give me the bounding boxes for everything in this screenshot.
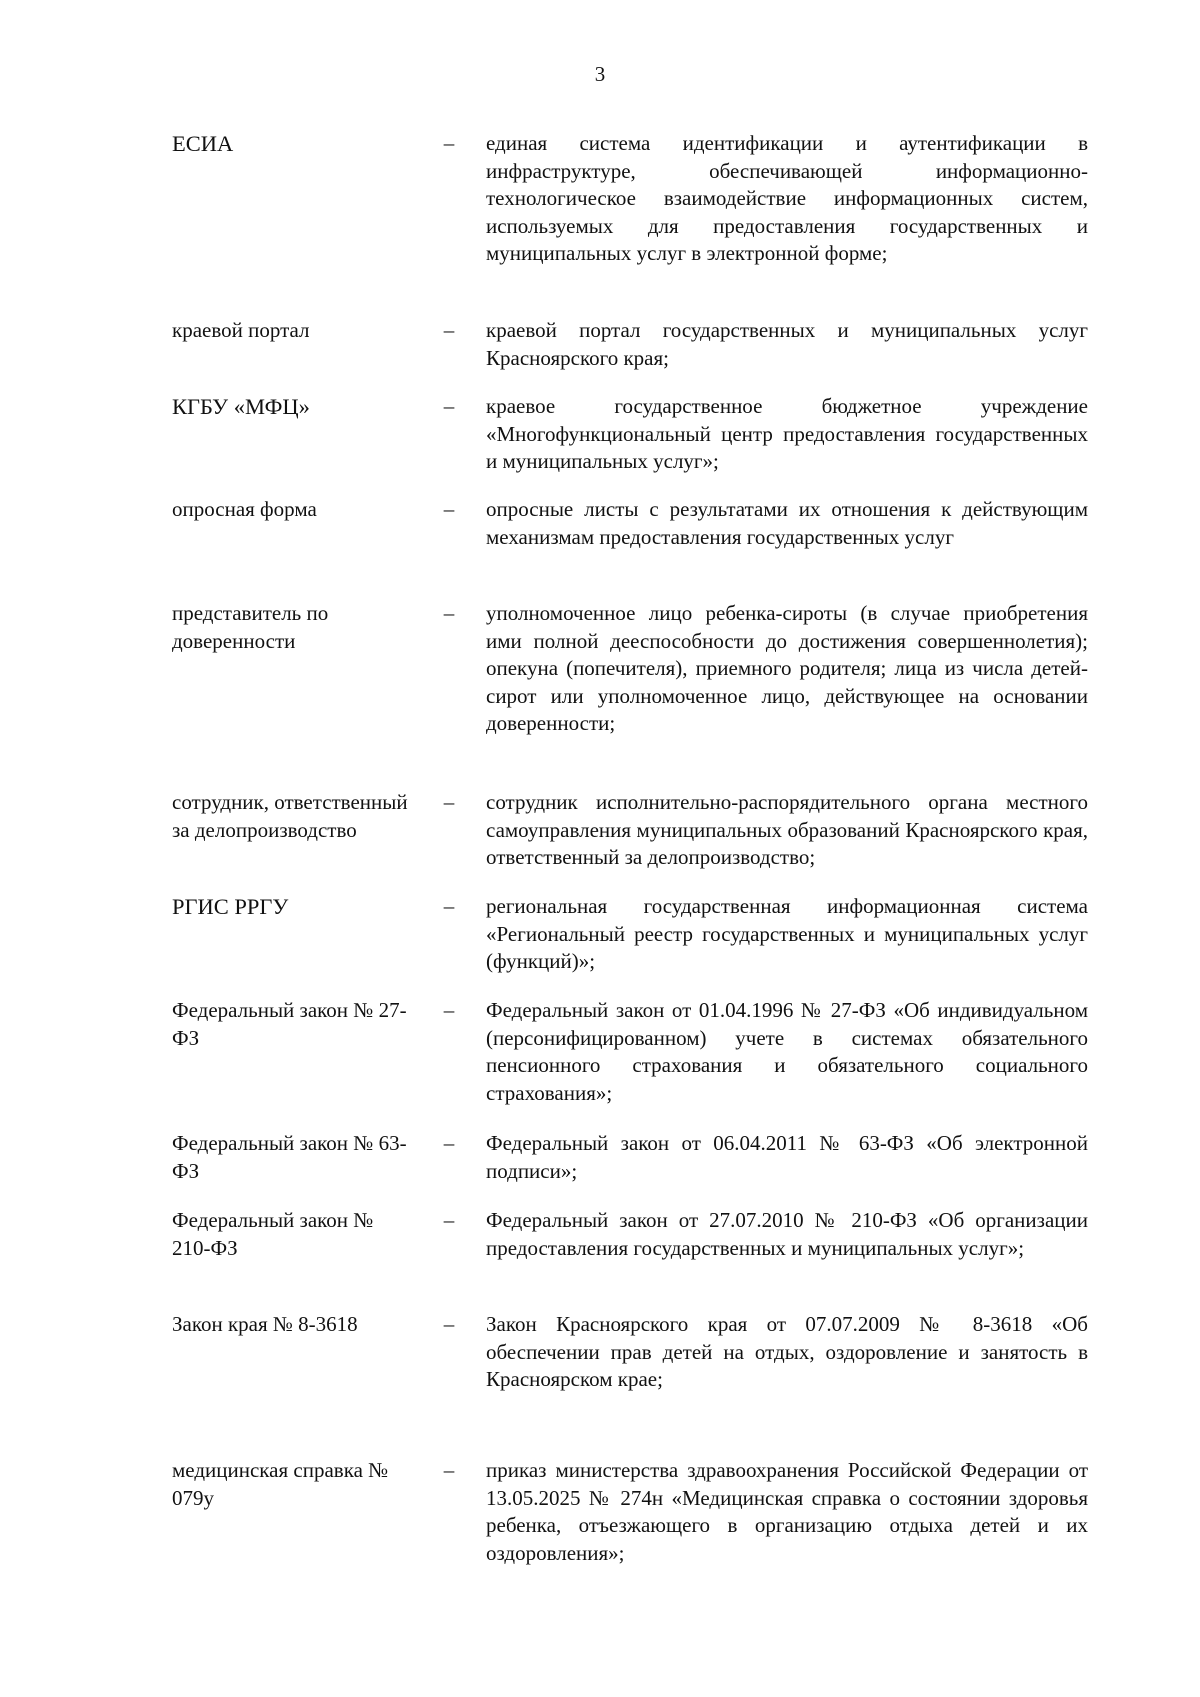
dash: –: [443, 1208, 455, 1232]
page-number: 3: [594, 62, 606, 86]
dash: –: [443, 394, 455, 418]
term: Федеральный закон № 27-ФЗ: [172, 998, 407, 1050]
definition: единая система идентификации и аутентификации в инфраструктуре, обеспечивающей информационно-технологическое взаимодействие информационных систем, используемых для предоставления государственных и муниципальных услуг в электронной форме;: [486, 131, 1088, 265]
dash: –: [443, 790, 455, 814]
dash: –: [443, 1312, 455, 1336]
term: сотрудник, ответственный за делопроизводство: [172, 790, 408, 842]
dash: –: [443, 1131, 455, 1155]
definition: опросные листы с результатами их отношения к действующим механизмам предоставления государственных услуг: [486, 497, 1088, 549]
term: краевой портал: [172, 318, 310, 342]
dash: –: [443, 131, 455, 155]
dash: –: [443, 1458, 455, 1482]
definition: Федеральный закон от 27.07.2010 № 210-ФЗ «Об организации предоставления государственных и муниципальных услуг»;: [486, 1208, 1088, 1260]
definition: краевое государственное бюджетное учреждение «Многофункциональный центр предоставления государственных и муниципальных услуг»;: [486, 394, 1088, 473]
dash: –: [443, 894, 455, 918]
definition: Федеральный закон от 01.04.1996 № 27-ФЗ «Об индивидуальном (персонифицированном) учете в системах обязательного пенсионного страхования и обязательного социального страхования»;: [486, 998, 1088, 1105]
dash: –: [443, 497, 455, 521]
dash: –: [443, 318, 455, 342]
definition: Федеральный закон от 06.04.2011 № 63-ФЗ «Об электронной подписи»;: [486, 1131, 1088, 1183]
definition: краевой портал государственных и муниципальных услуг Красноярского края;: [486, 318, 1088, 370]
definition: сотрудник исполнительно-распорядительного органа местного самоуправления муниципальных образований Красноярского края, ответственный за делопроизводство;: [486, 790, 1088, 869]
definition: региональная государственная информационная система «Региональный реестр государственных и муниципальных услуг (функций)»;: [486, 894, 1088, 973]
term: Закон края № 8-3618: [172, 1312, 358, 1336]
term: КГБУ «МФЦ»: [172, 394, 310, 419]
dash: –: [443, 601, 455, 625]
term: ЕСИА: [172, 131, 234, 156]
term: представитель по доверенности: [172, 601, 329, 653]
term: медицинская справка № 079у: [172, 1458, 389, 1510]
term: РГИС РРГУ: [172, 894, 289, 919]
definition: уполномоченное лицо ребенка-сироты (в случае приобретения ими полной дееспособности до достижения совершеннолетия); опекуна (попечителя), приемного родителя; лица из числа детей-сирот или уполномоченное лицо, действующее на основании доверенности;: [486, 601, 1088, 735]
term: Федеральный закон № 63-ФЗ: [172, 1131, 407, 1183]
term: опросная форма: [172, 497, 317, 521]
term: Федеральный закон № 210-ФЗ: [172, 1208, 374, 1260]
definition: Закон Красноярского края от 07.07.2009 № 8-3618 «Об обеспечении прав детей на отдых, оздоровление и занятость в Красноярском крае;: [486, 1312, 1088, 1391]
definition: приказ министерства здравоохранения Российской Федерации от 13.05.2025 № 274н «Медицинская справка о состоянии здоровья ребенка, отъезжающего в организацию отдыха детей и их оздоровления»;: [486, 1458, 1088, 1565]
dash: –: [443, 998, 455, 1022]
